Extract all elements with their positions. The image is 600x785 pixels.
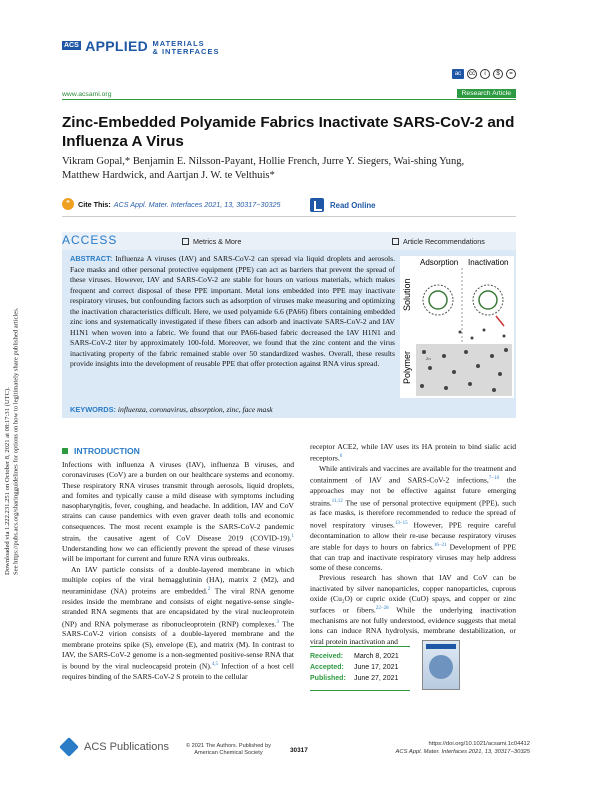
article-type-badge: Research Article <box>457 89 517 98</box>
ac-icon[interactable]: ac <box>452 69 464 79</box>
keywords-label: KEYWORDS: <box>70 405 116 414</box>
acs-publications-logo[interactable] <box>62 740 169 754</box>
doi-footer <box>396 741 530 756</box>
cite-this[interactable] <box>62 198 280 210</box>
cc-icon[interactable]: cc <box>469 71 475 77</box>
read-online-button[interactable] <box>310 198 376 212</box>
keywords-text: influenza, coronavirus, absorption, zinc, face mask <box>117 405 273 414</box>
authors-line-2[interactable]: Matthew Hardwick, and Aartjan J. W. te Velthuis* <box>62 170 275 181</box>
intro-column-left <box>62 460 294 682</box>
article-dates <box>310 651 414 684</box>
nc-icon[interactable]: $ <box>493 69 503 79</box>
license-icons <box>452 69 516 79</box>
document-icon <box>392 238 399 245</box>
ref-6[interactable]: 6 <box>339 454 343 460</box>
cite-reference[interactable]: ACS Appl. Mater. Interfaces 2021, 13, 30317−30325 <box>113 199 281 209</box>
article-recommendations-link[interactable]: Article Recommendations <box>392 237 485 246</box>
toc-polymer-layer <box>416 344 512 396</box>
received-date: Received: March 8, 2021 <box>310 653 399 660</box>
intro-paragraph-1: Infections with influenza A viruses (IAV), influenza B viruses, and coronaviruses (CoV) are a burden on our healthcare systems and economy. These respiratory RNA viruses transmit through aerosols, liquid droplets, and fomites and typically cause a mild disease with symptoms including nasopharyngitis, fever, coughing, and headache. In addition, IAV and CoV strains can cause pandemics with even graver death tolls and economic consequences. The most recent example is the SARS-CoV-2 pandemic strain, the causative agent of CoV Disease 2019 (COVID-19).$^1$ Understanding how we can efficiently prevent the spread of these viruses will be important for current and future RNA virus outbreaks. <box>62 460 294 564</box>
header-divider <box>62 99 516 100</box>
dates-divider-bottom <box>310 690 410 691</box>
toc-adsorption-label: Adsorption <box>420 258 459 267</box>
dates-divider-top <box>310 646 410 647</box>
access-label: ACCESS <box>62 233 118 247</box>
ref-22-28[interactable]: 22−28 <box>375 606 389 612</box>
toc-inactivation-label: Inactivation <box>468 258 509 267</box>
page-number: 30317 <box>290 747 308 754</box>
keywords <box>70 405 273 414</box>
author-list <box>62 155 532 183</box>
ref-16-21[interactable]: 16−21 <box>433 542 447 548</box>
access-bar <box>62 232 516 250</box>
ref-11-12[interactable]: 11,12 <box>331 498 343 504</box>
metrics-link[interactable]: Metrics & More <box>182 237 241 246</box>
toc-polymer-label: Polymer <box>402 350 412 384</box>
authors-line-1[interactable]: Vikram Gopal,* Benjamin E. Nilsson-Payant, Hollie French, Jurre Y. Siegers, Wai-shing Yung, <box>62 156 465 167</box>
copyright: © 2021 The Authors. Published by American Chemical Society <box>186 743 271 756</box>
abstract-text: Influenza A viruses (IAV) and SARS-CoV-2 can spread via liquid droplets and aerosols. Face masks and other personal protective equipment (PPE) can act as barriers that prevent the spread of these viruses. However, IAV and SARS-CoV-2 are stable for hours on various materials, which makes frequent and correct disposal of these PPE important. Metal ions embedded into PPE may inactivate respiratory viruses, but confounding factors such as adsorption of viruses make measuring and optimizing the inactivation characteristics difficult. Here, we used polyamide 6.6 (PA66) fibers containing embedded zinc ions and systematically investigated if these fibers can adsorb and inactivate SARS-CoV-2 and IAV H1N1 when woven into a fabric. We found that our PA66-based fabric decreased the IAV H1N1 and SARS-CoV-2 titer by approximately 100-fold. Moreover, we found that the zinc content and the virus inactivating property of the fabric remained stable over 50 standardized washes. Overall, these results provide insights into the development of reusable PPE that offer protection against RNA virus spread. <box>70 254 395 368</box>
quote-icon: ❝ <box>62 198 74 210</box>
ref-4-5[interactable]: 4,5 <box>211 662 219 668</box>
section-heading-introduction: INTRODUCTION <box>62 446 140 456</box>
nd-icon[interactable]: = <box>506 69 516 79</box>
abstract <box>70 254 395 370</box>
download-notice-line1: Downloaded via 1.222.231.251 on October 8, 2021 at 08:17:31 (UTC). <box>4 387 11 575</box>
journal-applied: APPLIED <box>85 38 149 54</box>
toc-virus-adsorbed <box>423 285 453 315</box>
toc-zn-label: Zn <box>426 356 431 361</box>
ref-3[interactable]: 3 <box>276 619 279 625</box>
ref-7-10[interactable]: 7−10 <box>488 476 500 482</box>
intro-column-right <box>310 442 516 647</box>
toc-cut-mark <box>496 316 504 326</box>
journal-url[interactable]: www.acsami.org <box>62 91 112 98</box>
download-notice <box>4 235 34 575</box>
intro-paragraph-2: An IAV particle consists of a double-layered membrane in which multiple copies of the viral hemagglutinin (HA), matrix 2 (M2), and neuraminidase (NA) proteins are embedded.$^2$ The viral RNA genome resides inside the membrane and consists of eight negative-sense single-stranded RNA segments that are encapsidated by the viral nucleoprotein (NP) and RNA polymerase as ribonucleoprotein (RNP) complexes.$^3$ The SARS-CoV-2 virion consists of a double-layered membrane and the membrane proteins spike (S), envelope (E), and matrix (M). In contrast to IAV, the SARS-CoV-2 genome is a non-segmented positive-sense RNA that is bound by the viral nucleocapsid protein (N).$^{4,5}$ Infection of a host cell requires binding of the SARS-CoV-2 S protein to the cellular <box>62 564 295 682</box>
read-online-label: Read Online <box>330 200 376 210</box>
ref-2[interactable]: 2 <box>207 587 211 593</box>
acs-badge: ACS <box>64 42 79 49</box>
accepted-date: Accepted: June 17, 2021 <box>310 664 399 671</box>
intro-paragraph-5: Previous research has shown that IAV and CoV can be inactivated by silver nanoparticles, copper nanoparticles, cuprous oxide (Cu₂O) or cupric oxide (CuO) spays, and copper or zinc surfaces or fibers.$^{22-28}$ While the underlying inactivation mechanisms are not fully understood, evidence suggests that metal ions can induce RNA hydrolysis, membrane destabilization, or viral protein inactivation and <box>310 573 516 646</box>
read-online-icon <box>310 198 324 212</box>
download-notice-line2: See https://pubs.acs.org/sharingguidelines for options on how to legitimately share published articles. <box>12 307 20 575</box>
publisher-name: ACS Publications <box>84 741 169 753</box>
toc-figure <box>400 256 514 398</box>
intro-paragraph-4: While antivirals and vaccines are available for the treatment and containment of IAV and SARS-CoV-2 infections,$^{7-10}$ the approaches may not be effective against future emerging strains.$^{11,12}$ The use of personal protective equipment (PPE), such as face masks, is therefore recommended to reduce the spread of novel respiratory viruses.$^{13-15}$ However, PPE require careful decontamination to allow their re-use because respiratory viruses are stable for days to hours on fabrics.$^{16-21}$ Development of PPE that can trap and inactivate respiratory viruses may help address some of these concerns. <box>310 464 517 572</box>
cite-divider <box>62 216 516 217</box>
intro-paragraph-3: receptor ACE2, while IAV uses its HA protein to bind sialic acid receptors.$^6$ <box>310 442 516 463</box>
acs-hexagon-icon <box>59 737 79 757</box>
toc-virus-inactivated <box>473 285 503 315</box>
journal-cover-thumbnail[interactable] <box>422 640 460 690</box>
ref-1[interactable]: 1 <box>291 534 294 540</box>
ref-13-15[interactable]: 13−15 <box>394 520 408 526</box>
toc-graphic <box>400 256 514 398</box>
abstract-label: ABSTRACT: <box>70 254 113 263</box>
abstract-box <box>62 250 516 418</box>
article-title: Zinc-Embedded Polyamide Fabrics Inactivate SARS-CoV-2 and Influenza A Virus <box>62 114 515 150</box>
cite-label: Cite This: <box>78 199 111 209</box>
journal-materials-interfaces: MATERIALS & INTERFACES <box>152 39 220 56</box>
bar-chart-icon <box>182 238 189 245</box>
toc-solution-label: Solution <box>402 278 412 311</box>
published-date: Published: June 27, 2021 <box>310 675 399 682</box>
info-icon[interactable]: i <box>480 69 490 79</box>
journal-logo[interactable] <box>62 38 219 56</box>
footer-journal-ref: ACS Appl. Mater. Interfaces 2021, 13, 30317−30325 <box>395 748 530 755</box>
doi-link[interactable]: https://doi.org/10.1021/acsami.1c04412 <box>428 741 530 747</box>
